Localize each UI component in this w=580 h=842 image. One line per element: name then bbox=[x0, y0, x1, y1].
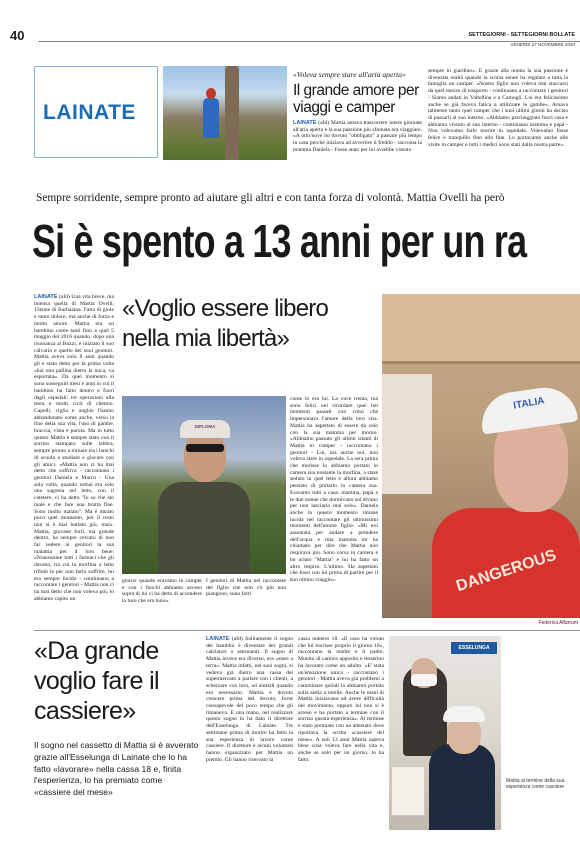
top-kicker: «Voleva sempre stare all'aria aperta» bbox=[293, 70, 406, 79]
main-col-mid2-bottom: I genitori di Mattia nel raccontare del figlio che non c'è più non piangono, sono forti bbox=[206, 578, 286, 598]
subhead-strip: Sempre sorridente, sempre pronto ad aiutare gli altri e con tanta forza di volontà. Mattia Ovelli ha però bbox=[36, 192, 505, 204]
bottom-kw: LAINATE bbox=[206, 636, 232, 642]
publication-name: SETTEGIORNI - SETTEGIORNI BOLLATE bbox=[468, 32, 575, 38]
boy-head bbox=[206, 88, 216, 99]
main-col3: come lo era lui. La voce trema, ma sono felici nel ricordare quei bei momenti passati con colui che impersonava l'amore della loro vita. Mattia ha aspettato di essere da solo con la sua mamma per morire. «Abbiamo passato gli ultimi istanti di Mattia in camper - raccontano i genitori - Lui, ma anche noi, non voleva stare in ospedale. La sera prima che morisse lo abbiamo portato in camera sua nostante la morfina, a stare seduto in quel letto e allora abbiamo pensato di portarlo in camera sua. Eravamo tutti a casa: mamma, papà e le due nonne che dormivano sul divano per non lasciarlo mai solo». Daniela anche in questo momento rimane lucida nel raccontare gli ultimissimi momenti dell'amore figlio: «Mi ero assentata per andare a prendere dell'acqua e mia mamma mi ha chiamato per dire che Mattia non respirava più. Sono corsa in camera e ho urlato "Mattia" e lui ha fatto un altro respiro. L'ultimo. Ha aspettato che fossi con lui prima di partire per il suo ultimo viaggio». bbox=[290, 396, 378, 583]
camper-photo bbox=[382, 294, 580, 618]
boy-torso bbox=[158, 482, 250, 574]
section-divider bbox=[34, 630, 580, 631]
cap-boy-photo bbox=[122, 396, 286, 574]
store-sign: ESSELUNGA bbox=[451, 642, 497, 654]
boy-figure-3 bbox=[429, 744, 495, 830]
bg-certificate bbox=[391, 766, 425, 816]
section-label: LAINATE bbox=[43, 101, 136, 124]
bottom-col2: cassa numero 18. «Il caso ha voluto che lui morisse proprio il giorno 18», raccontano la madre e il padre. Munito di camice apposito e tesserino ha lavorato come un adulto. «E' stata un'emozione unica - raccontano i genitori - Mattia aveva già problemi a camminare quindi lo abbiamo portato sulla sedia a rotelle. Anche le mani di Mattia iniziavano ad avere difficoltà nel movimento, eppure lui non si è arreso e ha portato a termine con il sorriso questa esperienza». Al termine è stato premiato con un attestato dove riportava la scritta «cassiere del mese». A soli 13 anni Mattia sapeva bene cosa voleva fare nella vita e, anche se solo per un giorno, lo ha fatto. bbox=[298, 636, 384, 763]
main-quote-headline: «Voglio essere libero nella mia libertà» bbox=[122, 295, 329, 352]
tree-trunk bbox=[225, 66, 239, 160]
boy-figure bbox=[203, 98, 219, 138]
section-box bbox=[34, 66, 158, 158]
main-headline: Si è spento a 13 anni per un ra bbox=[32, 215, 527, 267]
cap-label-2: ITALIA bbox=[512, 395, 546, 412]
cashier-photo bbox=[389, 636, 501, 830]
cashier-caption: Mattia al termine della sua esperienza come cassiere bbox=[506, 778, 565, 790]
cabinet bbox=[382, 294, 580, 364]
photo-credit: Federica Alfarrum bbox=[538, 620, 578, 626]
bottom-col1: LAINATE (afd) Solitamente il sogno dei bambini è diventare dei grandi calciatori o astronauti. Il sogno di Mattia invece era diverso, era «stare a terra». Mattia infatti, nei suoi sogni, si vedeva già dietro una cassa del supermercato a parlare con i clienti, a scherzare con loro, ad aiutarli quando era necessario. Mattia è dovuto crescere prima del dovuto, forse consapevole del poco tempo che gli rimaneva. E una mano, nel realizzare questo sogno lo ha dato il direttore dell'Esselunga di Lainate. Tre settimane prima di morire ha fatto la sua esperienza di lavoro come cassiere. Il direttore e alcuni volontari hanno organizzato per Mattia un premio. Gli hanno riservato la bbox=[206, 636, 293, 763]
cap-label-1: DIPLOMA bbox=[194, 424, 216, 429]
top-kw: LAINATE bbox=[293, 120, 319, 126]
main-col-mid-bottom: giorno quando eravamo in camper e con i fuochi abbiamo acceso sopra di lui ci ha detto di accendere la luce che era buio». bbox=[122, 578, 202, 605]
top-headline: Il grande amore per viaggi e camper bbox=[293, 82, 419, 116]
top-body-left: LAINATE (afd) Mattia amava trascorrere intere giornate all'aria aperta e la sua passione più sfrenata era viaggiare. «A otto/nove ho dovuto "obbligato" a passare più tempo in casa perché iniziava ad avvertire il freddo - racconta la mamma Daniela - Fosse stato per lui avrebbe vissuto bbox=[293, 120, 423, 153]
cap-3 bbox=[443, 706, 485, 722]
main-col1: LAINATE (afd) Una vita breve, ma intensa quella di Mattia Ovelli, 13enne di Barbaiana. Fatta di gioie e tanto dolore, ma anche di forza e molto amore. Mattia era un bambino come tanti fino a quel 5 maggio del 2016 quando, dopo una risonanza al Buzzi, è iniziato il suo calvario e quello dei suoi genitori. Mattia aveva solo 8 anni quando gli è stato detto per la prima volta «hai una pallina dietro la nuca, va esportata». Da quel momento si sono susseguiti mesi e anni in cui il bambino ha fatto dentro e fuori dagli ospedali: tre operazioni alla testa e molti cicli di chemio. Capelli, ciglia e unghie l'hanno abbandonato come anche, verso la fine della sua vita, l'uso di gambe, braccia, vista e parola. Ma in tutto questo Mattia è sempre stato con il sorriso stampato sulle labbra, sempre pronto a tornare tra i banchi di scuola a studiare e giocare con gli amici. «Mattia non ci ha mai detto che soffriva - raccontano i genitori Daniela e Marco - Una sola volta, quando ormai era solo una sagoma nel letto, con il catetere, ci ha detto "Io so che sto male e che fare una brutta fine. Sono molto malato". Ma è durato poco quel momento, per il resto non si è mai buttato giù, mai». Mattia, giovane forti, ma grande dentro, ha sempre cercato di non far vedere ai genitori la sua malattia per il loro bene: «Nonostante tutti i farmaci che gli davano, tra cui la morfina a letto rifiutò le per non farlo soffrire, lui era sempre lucido - continuano a raccontare i genitori - Mattia non ci ha mai detto che non voleva più, lo abbiamo capito un bbox=[34, 294, 114, 602]
issue-date: VENERDÌ 27 NOVEMBRE 2020 bbox=[510, 42, 575, 47]
sunglasses bbox=[186, 444, 224, 452]
boy-cap bbox=[180, 420, 230, 438]
page-number: 40 bbox=[10, 28, 25, 43]
main-kw: LAINATE bbox=[34, 294, 59, 300]
shirt-print: DANGEROUS bbox=[454, 546, 559, 596]
mask bbox=[411, 674, 437, 686]
top-body-right: sempre in giardino». E grazie alla nonna la sua passione è diventata realtà quando la scorsa estate ha regalato a tutta la famiglia un camper. «Nostro figlio non voleva mai staccarsi da quel mezzo di trasporto - continuano a raccontare i genitori - Siamo andati in Valtellina e a Camogli. Lui era felicissimo anche se già faceva fatica a utilizzare le gambe». Amava talmente tanto quel camper che i suoi ultimi giorni ha deciso di passarli al suo interno. «Abbiamo parcheggiato fuori casa e abbiamo vissuto al suo interno - continuano mamma e papà - Non volevamo farlo morire in ospedale. Volevamo fosse felice e tranquillo fino alla fine. Lo portavamo anche alle visite in camper e tutti i medici sono stati dalla nostra parte». bbox=[428, 68, 568, 148]
window-curtain bbox=[382, 374, 432, 494]
bottom-quote-headline: «Da grande voglio fare il cassiere» bbox=[34, 637, 159, 725]
mountain-photo bbox=[163, 66, 287, 160]
bottom-standfirst: Il sogno nel cassetto di Mattia si è avverato grazie all'Esselunga di Lainate che lo ha fatto «lavorare» nella cassa 18 e, finita l'esperienza, lo ha premiato come «cassiere del mese» bbox=[34, 740, 199, 798]
